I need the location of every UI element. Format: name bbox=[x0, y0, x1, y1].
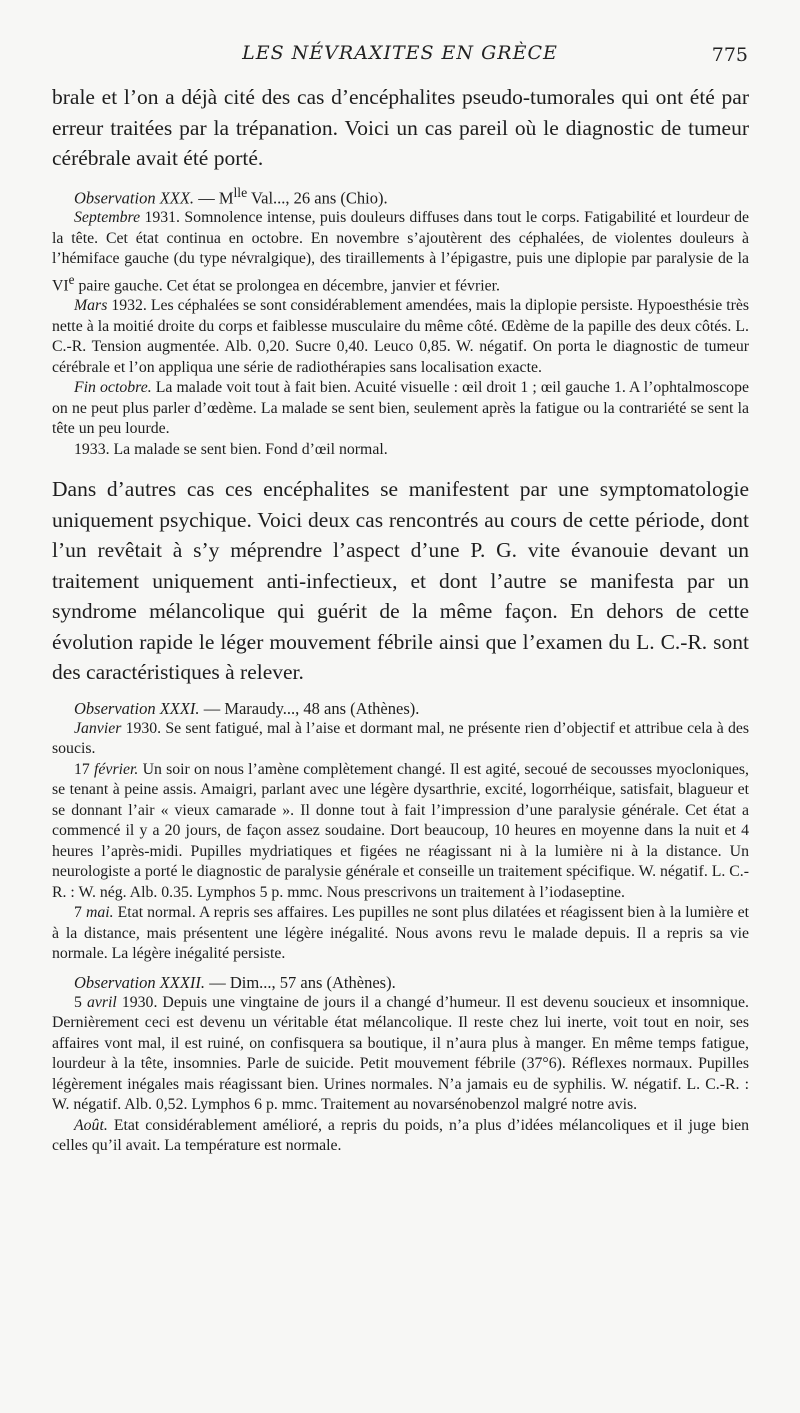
running-title: LES NÉVRAXITES EN GRÈCE bbox=[242, 42, 558, 64]
observation-entry: 7 mai. Etat normal. A repris ses affaires. Les pupilles ne sont plus dilatées et réagissent bien à la lumière et à la distance, mais présentent une légère inégalité. Nous avons revu le malade depuis. Il a repris sa vie normale. La légère inégalité persiste. bbox=[52, 904, 749, 963]
entry-date: Août. bbox=[74, 1116, 108, 1134]
observation-entry: Janvier 1930. Se sent fatigué, mal à l’aise et dormant mal, ne présente rien d’objectif et attribue cela à des soucis. bbox=[52, 719, 749, 758]
patient-name: Maraudy..., 48 ans (Athènes). bbox=[224, 698, 420, 718]
entry-date: Janvier bbox=[74, 719, 122, 737]
observation-heading: Observation XXXII. — Dim..., 57 ans (Athènes). bbox=[74, 972, 396, 992]
observation-31 bbox=[52, 698, 749, 965]
entry-date: mai. bbox=[85, 904, 114, 922]
observation-30 bbox=[52, 182, 749, 461]
page-header bbox=[0, 42, 800, 72]
observation-title: Observation XXXI. bbox=[74, 698, 200, 718]
observation-entry: Mars 1932. Les céphalées se sont considérablement amendées, mais la diplopie persiste. Hypoesthésie très nette à la moitié droite du corps et faiblesse musculaire du même côté. Œdème de la papille des deux côtés. L. C.-R. Tension augmentée. Alb. 0,20. Sucre 0,40. Leuco 0,85. W. négatif. On porta le diagnostic de tumeur cérébrale et l’on appliqua une série de radiothérapies sans localisation exacte. bbox=[52, 297, 749, 376]
entry-date: Septembre bbox=[74, 209, 141, 226]
entry-date: Mars bbox=[74, 297, 108, 315]
patient-name: Dim..., 57 ans (Athènes). bbox=[229, 972, 396, 992]
observation-entry: Août. Etat considérablement amélioré, a repris du poids, n’a plus d’idées mélancoliques et il juge bien celles qu’il avait. La température est normale. bbox=[52, 1116, 749, 1155]
entry-date: février. bbox=[94, 760, 139, 778]
entry-date: avril bbox=[86, 993, 117, 1011]
observation-heading: Observation XXXI. — Maraudy..., 48 ans (Athènes). bbox=[74, 698, 420, 718]
page-number: 775 bbox=[711, 44, 748, 66]
patient-name: M bbox=[218, 188, 234, 207]
page-body bbox=[52, 82, 749, 1157]
observation-32 bbox=[52, 972, 749, 1157]
observation-entry: 5 avril 1930. Depuis une vingtaine de jours il a changé d’humeur. Il est devenu soucieux et insomnique. Dernièrement ceci est devenu un véritable état mélancolique. Il reste chez lui inerte, voit tout en noir, ses affaires vont mal, il est ruiné, on confisquera sa boutique, il n’aura plus à manger. En même temps fatigue, lourdeur à la tête, insomnies. Parle de suicide. Petit mouvement fébrile (37°6). Réflexes normaux. Pupilles légèrement inégales mais réagissant bien. Urines normales. N’a jamais eu de syphilis. W. négatif. L. C.-R. : W. négatif. Alb. 0,52. Lymphos 6 p. mmc. Traitement au novarsénobenzol malgré notre avis. bbox=[52, 993, 749, 1114]
observation-title: Observation XXXII. bbox=[74, 972, 206, 992]
entry-date: Fin octobre. bbox=[74, 379, 152, 397]
observation-heading: Observation XXX. — $M^{lle}$ Val..., 26 ans (Chio). bbox=[74, 184, 388, 207]
observation-entry: 1933. La malade se sent bien. Fond d’œil normal. bbox=[74, 440, 388, 458]
observation-title: Observation XXX. bbox=[74, 188, 195, 207]
observation-entry: 17 février. Un soir on nous l’amène complètement changé. Il est agité, secoué de secousses myocloniques, se tenant à peine assis. Amaigri, parlant avec une légère dysarthrie, excité, logorrhéique, satisfait, blagueur et se donnant l’air « vieux camarade ». Il donne tout à fait l’impression d’une paralysie générale. Cet état a commencé il y a 20 jours, de façon assez soudaine. Dort beaucoup, 10 heures en moyenne dans la nuit et 4 heures l’après-midi. Pupilles mydriatiques et figées ne réagissant ni à la lumière ni à la distance. Un neurologiste a porté le diagnostic de paralysie générale et conseille un traitement spécifique. W. négatif. L. C.-R. : W. nég. Alb. 0.35. Lymphos 5 p. mmc. Nous prescrivons un traitement à l’iodaseptine. bbox=[52, 760, 750, 901]
observation-entry: Septembre 1931. Somnolence intense, puis douleurs diffuses dans tout le corps. Fatigabilité et lourdeur de la tête. Cet état continua en octobre. En novembre s’ajoutèrent des céphalées, de violentes douleurs à l’hémiface gauche (du type névralgique), des tiraillements à l’épigastre, puis une diplopie par paralysie de la VIe paire gauche. Cet état se prolongea en décembre, janvier et février. bbox=[52, 209, 749, 294]
middle-paragraph: Dans d’autres cas ces encéphalites se manifestent par une symptomatologie uniquement psychique. Voici deux cas rencontrés au cours de cette période, dont l’un revêtait à s’y méprendre l’aspect d’une P. G. vite évanouie devant un traitement uniquement anti-infectieux, et dont l’autre se manifesta par un syndrome mélancolique qui guérit de la même façon. En dehors de cette évolution rapide le léger mouvement fébrile ainsi que l’examen du L. C.-R. sont des caractéristiques à relever. bbox=[52, 477, 749, 685]
intro-paragraph: brale et l’on a déjà cité des cas d’encéphalites pseudo-tumorales qui ont été par erreur traitées par la trépanation. Voici un cas pareil où le diagnostic de tumeur cérébrale avait été porté. bbox=[52, 85, 749, 170]
observation-entry: Fin octobre. La malade voit tout à fait bien. Acuité visuelle : œil droit 1 ; œil gauche 1. A l’ophtalmoscope on ne peut plus parler d’œdème. La malade se sent bien, seulement après la fatigue ou la contrariété se sent la tête un peu lourde. bbox=[52, 379, 749, 438]
